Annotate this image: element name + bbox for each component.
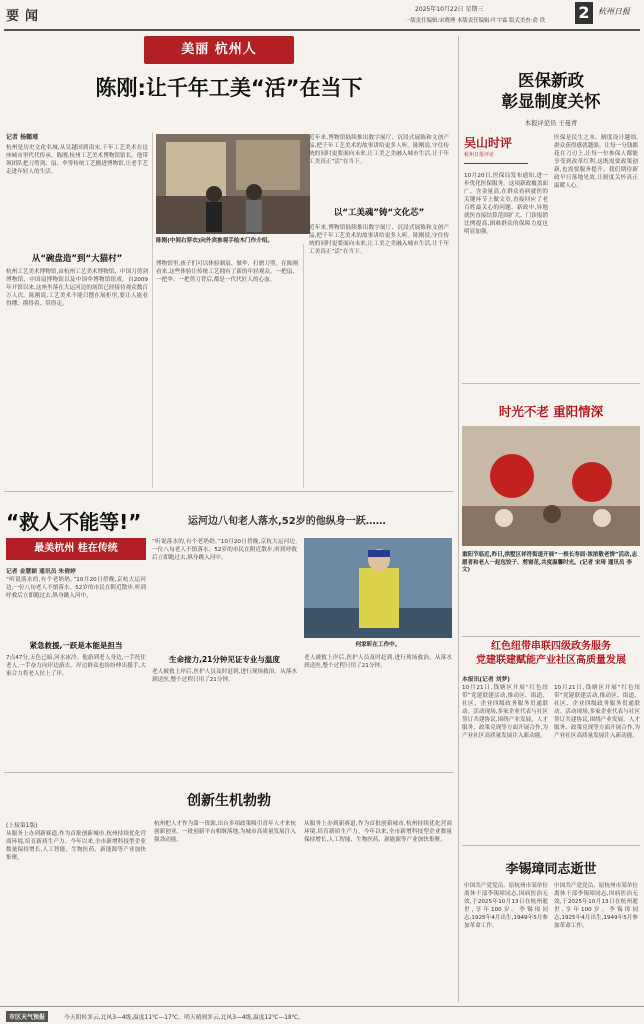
feature-banner xyxy=(144,36,294,64)
right-column-divider xyxy=(458,36,459,1002)
feature-para-1: 杭州是历史文化名城,从吴越国到南宋,千年工艺美术在这座城市里代代传承。陈刚,杭州工艺美术博物馆馆长。他带领团队把刀剪剑、扇、伞等传统工艺搬进博物馆,让老手艺走进年轻人的生活。 xyxy=(6,145,148,175)
rescue-subhead: 运河边八旬老人落水,52岁的他纵身一跃…… xyxy=(188,516,386,527)
economy-article xyxy=(4,776,454,1000)
editorial-byline: 本报评论员 王曼青 xyxy=(524,120,578,127)
feature-para-2: 杭州工艺美术博物馆,由杭州工艺美术博物馆、中国刀剪剑博物馆、中国扇博物馆以及中国伞博物馆组成。自2009年开馆以来,这座坐落在大运河边的场馆已经接待观众数百万人次。陈刚说,工艺美术不能只摆在展柜里,要让人能看得懂、摸得着、带得走。 xyxy=(6,269,148,307)
obituary xyxy=(462,848,640,1000)
party-news-text: 10月21日,钱塘区开展“红色纽带”党建联建活动,推动区、街道、社区、企业四级政务服务贯通联动。活动现场,多家企业代表与社区签订共建协议,围绕产业发展、人才服务、政策兑现等方面开展合作,为产业社区高质量发展注入新动能。 xyxy=(462,685,548,739)
economy-text-1: 从服务上办到新赛道,作为首批创新城市,杭州持续优化营商环境,培育新质生产力。今年以来,全市新增科技型企业数量保持增长,人工智能、生物医药、新能源等产业加快集聚。 xyxy=(6,831,146,861)
feature-photo xyxy=(156,134,310,234)
right-divider-3 xyxy=(462,845,640,846)
right-divider-2 xyxy=(462,636,640,637)
party-news-text-2: 10月21日,钱塘区开展“红色纽带”党建联建活动,推动区、街道、社区、企业四级政务服务贯通联动。活动现场,多家企业代表与社区签订共建协议,围绕产业发展、人才服务、政策兑现等方面开展合作,为产业社区高质量发展注入新动能。 xyxy=(554,685,640,739)
paper-logo: 杭州日报 xyxy=(598,7,630,16)
masthead-date: 2025年10月22日 星期三 xyxy=(415,6,484,13)
weather-footer xyxy=(0,1006,644,1024)
party-news-title: 红色纽带串联四级政务服务 党建联建赋能产业社区高质量发展 xyxy=(476,641,626,666)
rescue-photo xyxy=(304,538,452,638)
feature-photo-caption: 陈刚(中间右穿衣)向外宾参观手绘木门作介绍。 xyxy=(156,238,273,244)
economy-byline: (上接第1版) xyxy=(6,823,38,829)
economy-text-3: 从服务上办到新赛道,作为首批创新城市,杭州持续优化营商环境,培育新质生产力。今年以来,全市新增科技型企业数量保持增长,人工智能、生物医药、新能源等产业加快集聚。 xyxy=(304,821,452,843)
left-divider-2 xyxy=(4,772,454,773)
rescue-para-4: 老人被救上岸后,医护人员及时赶到,进行现场救治。从落水到送医,整个过程只用了21分钟。 xyxy=(152,669,297,683)
editorial-text-1: 10月20日,医保局发布通知,进一步优化医保服务。这项新政覆盖面广、含金量高,在群众看病就医的关键环节上做文章,直接回应了老百姓最关心的问题。新政中,异地就医直接结算范围扩大、门诊报销比例提高,困难群众的保障力度也明显加强。 xyxy=(464,173,548,235)
feature-byline: 记者 杨懿瑾 xyxy=(6,134,39,141)
weather-forecast: 今天阴转多云,北风3—4级,温度11℃—17℃。明天晴到多云,北风3—4级,温度12℃—18℃。 xyxy=(64,1015,304,1021)
rescue-para-2: 7点47分,天色已暗,河水冰冷。他游到老人身边,一手托住老人,一手奋力向岸边游去。岸边群众也纷纷伸出援手,大家合力将老人拉上了岸。 xyxy=(6,655,146,677)
rescue-para-5: 老人被救上岸后,医护人员及时赶到,进行现场救治。从落水到送医,整个过程只用了21分钟。 xyxy=(304,655,452,669)
rescue-headline: “救人不能等!” xyxy=(6,510,142,534)
feature-article xyxy=(4,34,454,489)
page-number: 2 xyxy=(575,2,593,24)
weather-label: 市区天气预报 xyxy=(6,1011,48,1022)
photo-story-banner: 时光不老 重阳情深 xyxy=(498,404,604,419)
photo-story-image xyxy=(462,426,640,546)
feature-para-5: 近年来,博物馆陆续推出数字展厅、沉浸式展陈和文创产品,把千年工艺美术的故事讲给更多人听。陈刚说,守住传统的同时更要面向未来,让工美之美融入城市生活,让千年工美真正“活”在当下。 xyxy=(309,225,449,255)
obituary-headline: 李锡璋同志逝世 xyxy=(505,862,597,877)
party-news-byline: 本报讯(记者 刘梦) xyxy=(462,677,510,683)
editorial xyxy=(462,36,640,381)
column-logo-sub: 杭州日报评论 xyxy=(464,152,495,158)
column-divider-2 xyxy=(303,244,304,488)
feature-banner-text: 美丽 杭州人 xyxy=(181,42,257,57)
obituary-text-2: 中国共产党党员、原杭州市某单位离休干部李锡璋同志,因病医治无效,于2025年10月13日在杭州逝世,享年100岁。李锡璋同志,1925年4月出生,1949年5月参加革命工作。 xyxy=(554,883,638,929)
feature-para-4: 近年来,博物馆陆续推出数字展厅、沉浸式展陈和文创产品,把千年工艺美术的故事讲给更多人听。陈刚说,守住传统的同时更要面向未来,让工美之美融入城市生活,让千年工美真正“活”在当下。 xyxy=(309,135,449,165)
rescue-subhead-2: 生命接力,21分钟见证专业与温度 xyxy=(169,655,280,664)
masthead-rule xyxy=(4,29,640,31)
feature-subhead-1: 从“碗盘造”到“大猫村” xyxy=(31,254,123,264)
rescue-subhead-1: 紧急救援,一跃是本能是担当 xyxy=(29,641,123,650)
section-name: 要闻 xyxy=(6,9,45,24)
economy-text-2: 杭州把人才作为第一资源,出台多项政策吸引青年人才来杭创新创业。一批创新平台相继落地,为城市高质量发展注入强劲动能。 xyxy=(154,821,296,843)
left-divider-1 xyxy=(4,491,454,492)
rescue-article xyxy=(4,494,454,774)
photo-story-caption: 重阳节临近,昨日,拱墅区祥符街道开展“一根长寿面·浓浓敬老情”活动,志愿者和老人一起包饺子、剪窗花,共度温馨时光。(记者 宋琦 通讯员 李 文) xyxy=(462,552,638,574)
masthead-editors: 一版责任编辑:宋晓理 本版责任编辑:叶宇霖 版式美查:俞 铁 xyxy=(405,18,545,24)
editorial-title: 医保新政 彰显制度关怀 xyxy=(501,71,601,111)
right-divider-1 xyxy=(462,383,640,384)
rescue-para-3: “听说落水的,有个老奶奶。”10月20日傍晚,京杭大运河边,一位八旬老人不慎落水。52岁的市民在附近散步,听到呼救后立即跑过去,纵身跳入河中。 xyxy=(152,539,297,561)
photo-story xyxy=(462,386,640,636)
feature-para-3: 博物馆里,孩子们可以体验制扇、做伞、打磨刀剪。在陈刚看来,这些体验让传统工艺拥有了新的年轻观众。一把扇、一把伞、一把剪刀背后,都是一代代匠人的心血。 xyxy=(156,261,298,283)
column-logo: 吴山时评 xyxy=(464,136,513,150)
column-logo-box xyxy=(464,134,528,164)
editorial-text-2: 医保是民生之本。制度设计越细,群众获得感就越强。让每一分钱都花在刀刃上,让每一位参保人都能享受到改革红利,这既需要政策创新,也需要服务提升。我们期待新政早日落地见效,让制度关怀真正温暖人心。 xyxy=(554,135,638,189)
feature-headline: 陈刚:让千年工美“活”在当下 xyxy=(95,76,363,100)
rescue-byline: 记者 金慧颖 通讯员 朱倩婷 xyxy=(6,569,76,575)
rescue-photo-graphic xyxy=(304,538,452,638)
obituary-text: 中国共产党党员、原杭州市某单位离休干部李锡璋同志,因病医治无效,于2025年10月13日在杭州逝世,享年100岁。李锡璋同志,1925年4月出生,1949年5月参加革命工作。 xyxy=(464,883,548,929)
column-divider xyxy=(152,132,153,488)
feature-photo-graphic xyxy=(156,134,310,234)
rescue-banner-text: 最美杭州 桂在传统 xyxy=(34,543,118,554)
party-news xyxy=(462,640,640,845)
rescue-banner xyxy=(6,538,146,560)
rescue-para-1: “听说落水的,有个老奶奶。”10月20日傍晚,京杭大运河边,一位八旬老人不慎落水。52岁的市民在附近散步,听到呼救后立即跑过去,纵身跳入河中。 xyxy=(6,577,146,599)
economy-headline: 创新生机勃勃 xyxy=(187,793,271,809)
photo-story-graphic xyxy=(462,426,640,546)
feature-subhead-2: 以“工美魂”铸“文化芯” xyxy=(333,208,425,218)
rescue-photo-caption: 何家昕在工作中。 xyxy=(355,642,401,648)
masthead xyxy=(0,0,644,34)
